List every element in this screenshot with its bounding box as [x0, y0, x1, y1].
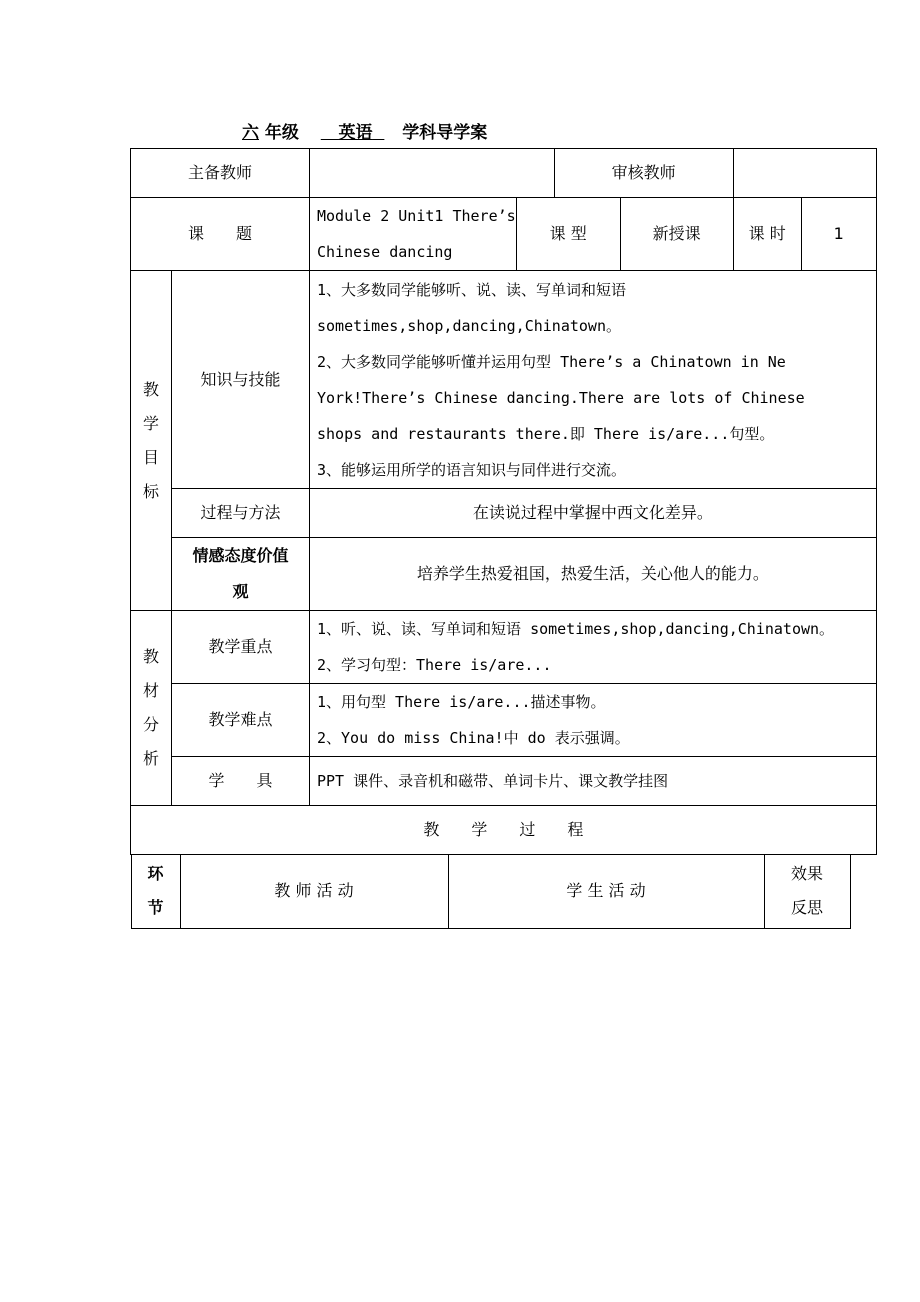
content-line: 1、用句型 There is/are...描述事物。 — [317, 693, 606, 711]
teacher-activity-header: 教 师 活 动 — [180, 855, 448, 928]
step-label: 环 节 — [131, 855, 180, 928]
content-line: 2、大多数同学能够听懂并运用句型 There’s a Chinatown in Ne — [317, 352, 786, 371]
class-hours-label: 课 时 — [733, 198, 801, 271]
key-points-content — [310, 611, 877, 684]
reflection-header: 效果 反思 — [764, 855, 850, 928]
content-line: sometimes,shop,dancing,Chinatown。 — [317, 316, 621, 335]
analysis-group-label: 教 材 分 析 — [131, 611, 172, 806]
key-points-label: 教学重点 — [172, 611, 310, 684]
topic-line: Chinese dancing — [317, 243, 453, 261]
grade: 六 — [242, 123, 259, 143]
subject: 英语 — [338, 123, 373, 143]
content-line: York!There’s Chinese dancing.There are lots of Chinese — [317, 388, 805, 407]
objectives-group-label: 教 学 目 标 — [131, 271, 172, 611]
learning-tools-label: 学 具 — [172, 757, 310, 806]
process-columns — [131, 855, 851, 929]
reviewer-label: 审核教师 — [554, 149, 733, 198]
doc-type: 学科导学案 — [402, 123, 488, 143]
lesson-plan-table — [130, 148, 877, 929]
lead-teacher-label: 主备教师 — [131, 149, 310, 198]
difficult-points-content — [310, 684, 877, 757]
content-line: 1、大多数同学能够听、说、读、写单词和短语 — [317, 280, 627, 299]
knowledge-skills-label: 知识与技能 — [172, 271, 310, 489]
learning-tools-value: PPT 课件、录音机和磁带、单词卡片、课文教学挂图 — [310, 757, 877, 806]
content-line: shops and restaurants there.即 There is/are...句型。 — [317, 424, 775, 443]
lesson-type-label: 课 型 — [516, 198, 620, 271]
content-line: 3、能够运用所学的语言知识与同伴进行交流。 — [317, 460, 627, 479]
attitude-values-value: 培养学生热爱祖国，热爱生活，关心他人的能力。 — [310, 538, 877, 611]
knowledge-skills-content — [310, 271, 877, 489]
topic-value — [310, 198, 517, 271]
content-line: 2、You do miss China!中 do 表示强调。 — [317, 729, 630, 747]
topic-line: Module 2 Unit1 There’s — [317, 207, 516, 225]
process-method-value: 在读说过程中掌握中西文化差异。 — [310, 489, 877, 538]
class-hours-value: 1 — [801, 198, 876, 271]
lesson-type-value: 新授课 — [620, 198, 733, 271]
topic-label: 课 题 — [131, 198, 310, 271]
grade-suffix: 年级 — [264, 123, 299, 143]
student-activity-header: 学 生 活 动 — [448, 855, 764, 928]
content-line: 1、听、说、读、写单词和短语 sometimes,shop,dancing,Chinatown。 — [317, 620, 835, 638]
teaching-process-heading: 教 学 过 程 — [131, 806, 877, 855]
reviewer-value[interactable] — [733, 149, 876, 198]
content-line: 2、学习句型：There is/are... — [317, 656, 552, 674]
process-method-label: 过程与方法 — [172, 489, 310, 538]
page-title — [242, 118, 487, 143]
attitude-values-label: 情感态度价值 观 — [172, 538, 310, 611]
lead-teacher-value[interactable] — [310, 149, 555, 198]
difficult-points-label: 教学难点 — [172, 684, 310, 757]
